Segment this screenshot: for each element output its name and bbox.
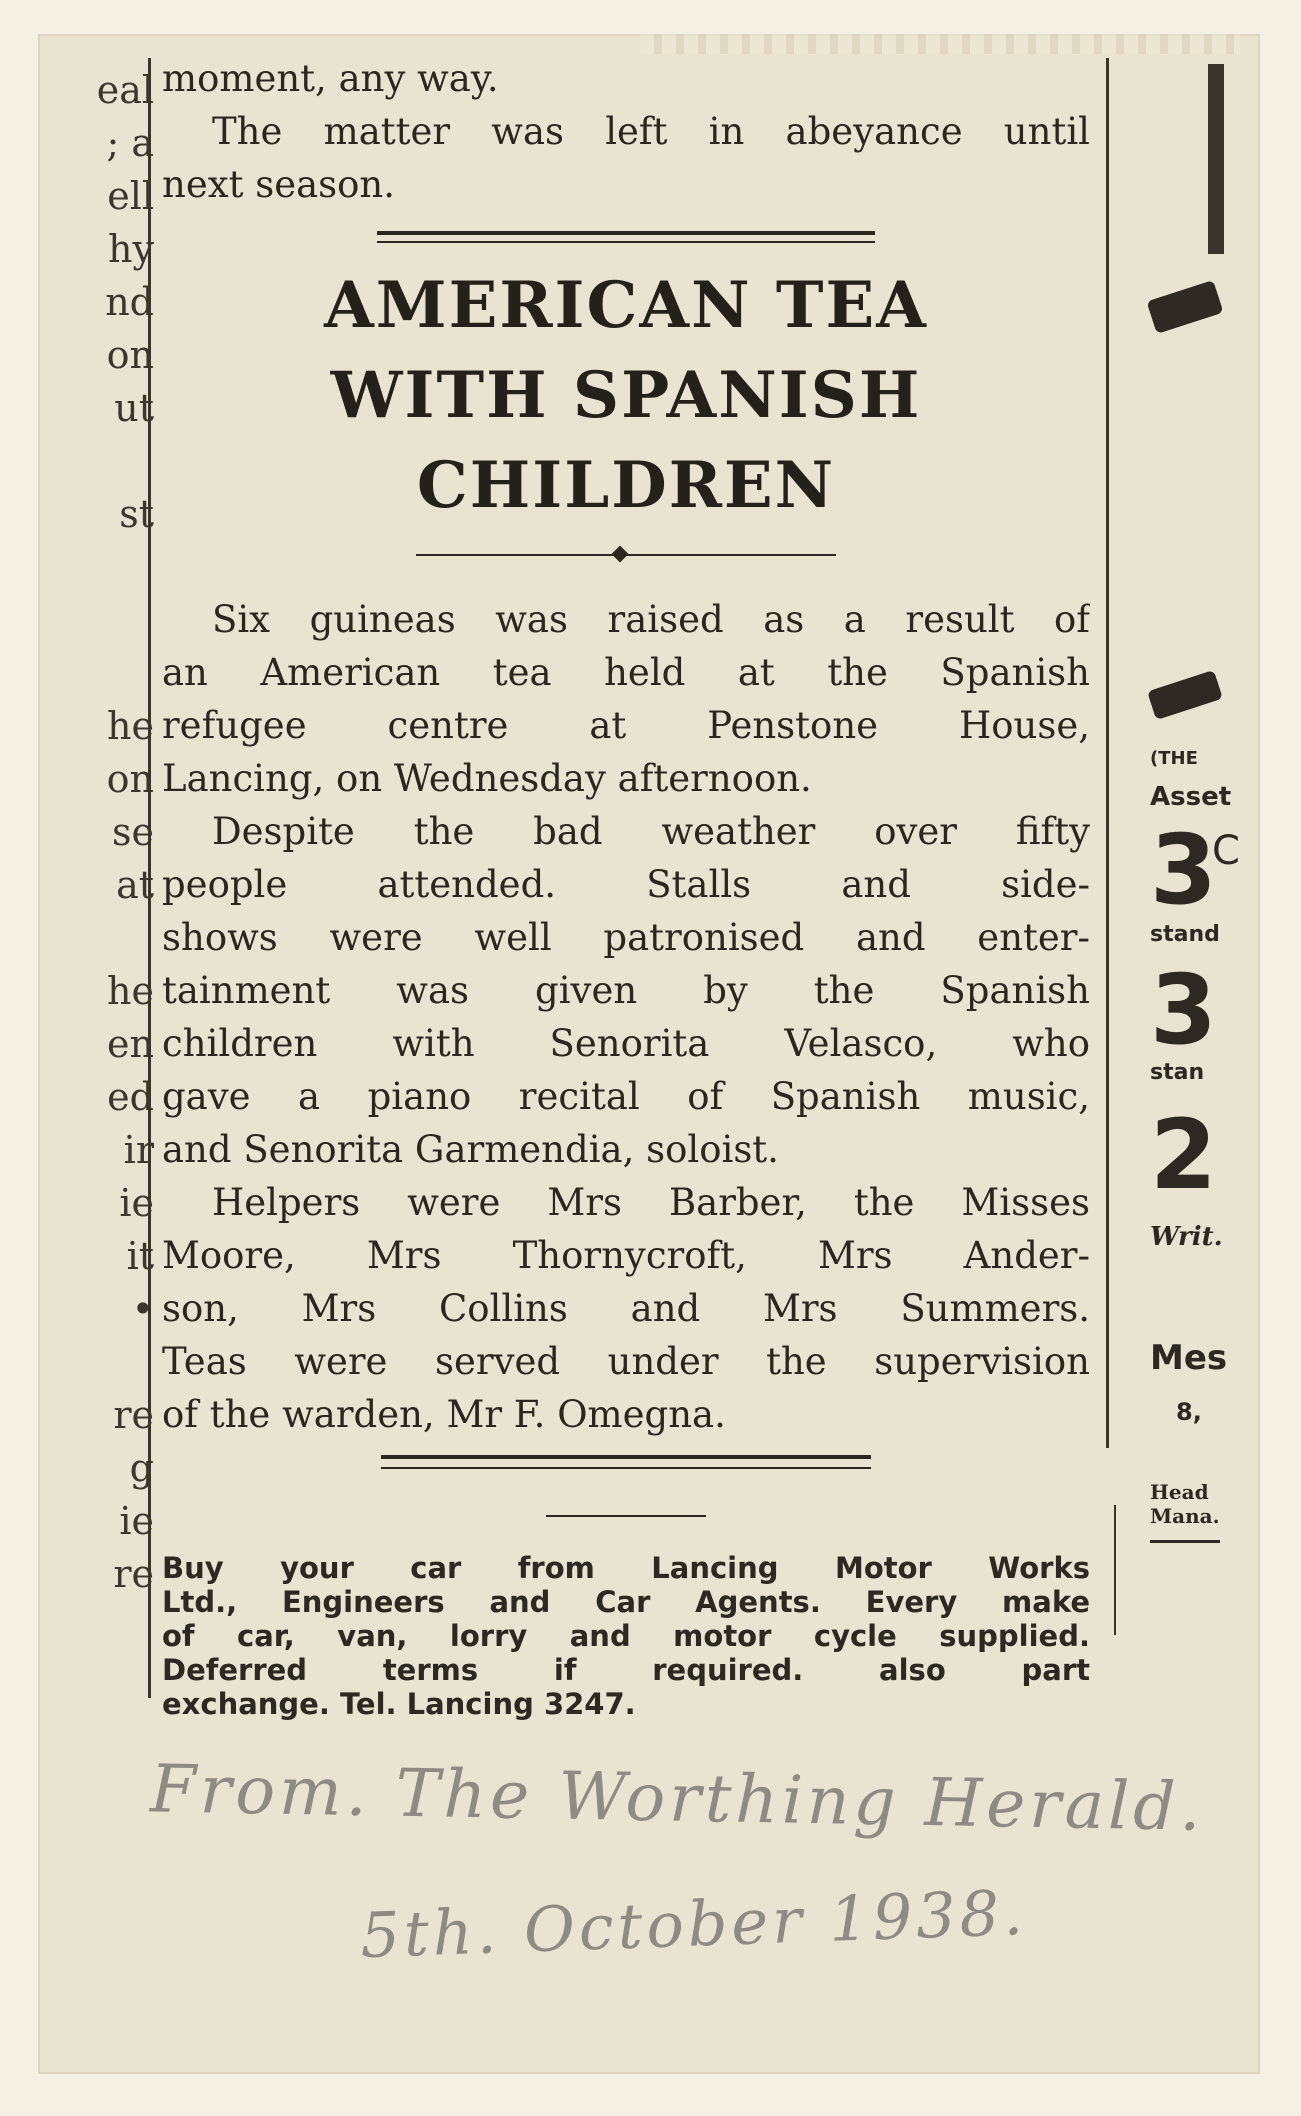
left-column-fragment: ie bbox=[119, 1499, 154, 1543]
article-line: son, Mrs Collins and Mrs Summers. bbox=[162, 1287, 1090, 1330]
left-column-fragment bbox=[44, 647, 154, 700]
handwritten-source-note: From. The Worthing Herald. bbox=[149, 1750, 1206, 1846]
right-head-text: Head bbox=[1150, 1480, 1209, 1504]
left-column-fragment: ; a bbox=[106, 121, 154, 165]
headline-line: CHILDREN bbox=[416, 448, 836, 523]
right-column-rule-lower bbox=[1114, 1505, 1116, 1635]
left-column-fragment: hy bbox=[108, 227, 154, 271]
headline-line: AMERICAN TEA bbox=[324, 268, 928, 343]
right-stand-text: stan bbox=[1150, 1060, 1205, 1085]
article bbox=[162, 52, 1090, 1721]
right-column-rule bbox=[1106, 58, 1109, 1448]
diamond-rule bbox=[416, 547, 836, 563]
left-column-fragment: on bbox=[106, 333, 154, 377]
advertisement bbox=[162, 1551, 1090, 1721]
article-line: gave a piano recital of Spanish music, bbox=[162, 1075, 1090, 1118]
left-column-fragment: ut bbox=[114, 386, 154, 430]
article-line: refugee centre at Penstone House, bbox=[162, 704, 1090, 747]
left-column-fragment: g bbox=[129, 1446, 154, 1490]
left-column-fragment: ell bbox=[107, 174, 154, 218]
left-column-fragment: se bbox=[112, 810, 154, 854]
left-column-fragment bbox=[44, 594, 154, 647]
advert-line: of car, van, lorry and motor cycle supplied. bbox=[162, 1619, 1090, 1653]
right-small-caps: (THE bbox=[1150, 748, 1198, 769]
article-line: an American tea held at the Spanish bbox=[162, 651, 1090, 694]
left-column-fragment: ir bbox=[123, 1128, 154, 1172]
advert-line: Buy your car from Lancing Motor Works bbox=[162, 1551, 1090, 1585]
article-line: Moore, Mrs Thornycroft, Mrs Ander- bbox=[162, 1234, 1090, 1277]
right-asset-text: Asset bbox=[1150, 782, 1232, 812]
left-column-fragment: he bbox=[107, 969, 154, 1013]
right-number-text: 8, bbox=[1176, 1398, 1202, 1426]
left-column-fragment: eal bbox=[96, 68, 154, 112]
left-column-fragment: it bbox=[126, 1234, 154, 1278]
end-double-rule bbox=[381, 1455, 871, 1469]
short-rule bbox=[546, 1515, 706, 1517]
left-column-fragment: • bbox=[131, 1287, 154, 1331]
advert-line: Ltd., Engineers and Car Agents. Every make bbox=[162, 1585, 1090, 1619]
left-column-fragment: ie bbox=[119, 1181, 154, 1225]
left-column-fragment bbox=[44, 435, 154, 488]
advert-line: exchange. Tel. Lancing 3247. bbox=[162, 1687, 636, 1721]
left-column-fragment: re bbox=[113, 1393, 154, 1437]
left-column-fragment: en bbox=[107, 1022, 154, 1066]
article-line: people attended. Stalls and side- bbox=[162, 863, 1090, 906]
right-big-number: 3 bbox=[1150, 954, 1217, 1066]
left-column-fragment: ed bbox=[107, 1075, 154, 1119]
right-suffix: C bbox=[1212, 828, 1240, 874]
article-line: tainment was given by the Spanish bbox=[162, 969, 1090, 1012]
intro-line: The matter was left in abeyance until bbox=[212, 110, 1090, 153]
right-rule bbox=[1150, 1540, 1220, 1543]
advert-line: Deferred terms if required. also part bbox=[162, 1653, 1090, 1687]
article-line: of the warden, Mr F. Omegna. bbox=[162, 1393, 726, 1436]
right-big-number: 3 bbox=[1150, 814, 1217, 926]
left-column-fragment: nd bbox=[105, 280, 154, 324]
left-column-fragment: on bbox=[106, 757, 154, 801]
far-right-bar bbox=[1208, 64, 1224, 254]
right-mes-text: Mes bbox=[1150, 1338, 1228, 1378]
left-column-fragment: re bbox=[113, 1552, 154, 1596]
left-column-fragment: st bbox=[119, 492, 154, 536]
article-line: Six guineas was raised as a result of bbox=[212, 598, 1090, 641]
right-big-number: 2 bbox=[1150, 1099, 1217, 1211]
article-line: Helpers were Mrs Barber, the Misses bbox=[212, 1181, 1090, 1224]
article-line: Despite the bad weather over fifty bbox=[212, 810, 1090, 853]
headline-line: WITH SPANISH bbox=[330, 358, 922, 433]
left-cropped-column bbox=[44, 64, 154, 1601]
right-mana-text: Mana. bbox=[1150, 1504, 1220, 1528]
right-writ-text: Writ. bbox=[1150, 1222, 1223, 1252]
left-column-fragment bbox=[44, 541, 154, 594]
article-line: shows were well patronised and enter- bbox=[162, 916, 1090, 959]
article-line: Lancing, on Wednesday afternoon. bbox=[162, 757, 812, 800]
torn-edge bbox=[640, 34, 1240, 54]
article-line: and Senorita Garmendia, soloist. bbox=[162, 1128, 779, 1171]
left-column-fragment bbox=[44, 1336, 154, 1389]
headline bbox=[162, 261, 1090, 531]
left-column-fragment bbox=[44, 912, 154, 965]
right-stand-text: stand bbox=[1150, 922, 1220, 947]
handwritten-date-note: 5th. October 1938. bbox=[359, 1875, 1028, 1973]
article-line: Teas were served under the supervision bbox=[162, 1340, 1090, 1383]
left-column-fragment: he bbox=[107, 704, 154, 748]
left-column-fragment: at bbox=[116, 863, 154, 907]
intro-line: next season. bbox=[162, 163, 396, 206]
article-line: children with Senorita Velasco, who bbox=[162, 1022, 1090, 1065]
intro-line: moment, any way. bbox=[162, 57, 499, 100]
article-body bbox=[162, 593, 1090, 1441]
double-rule bbox=[377, 231, 875, 243]
